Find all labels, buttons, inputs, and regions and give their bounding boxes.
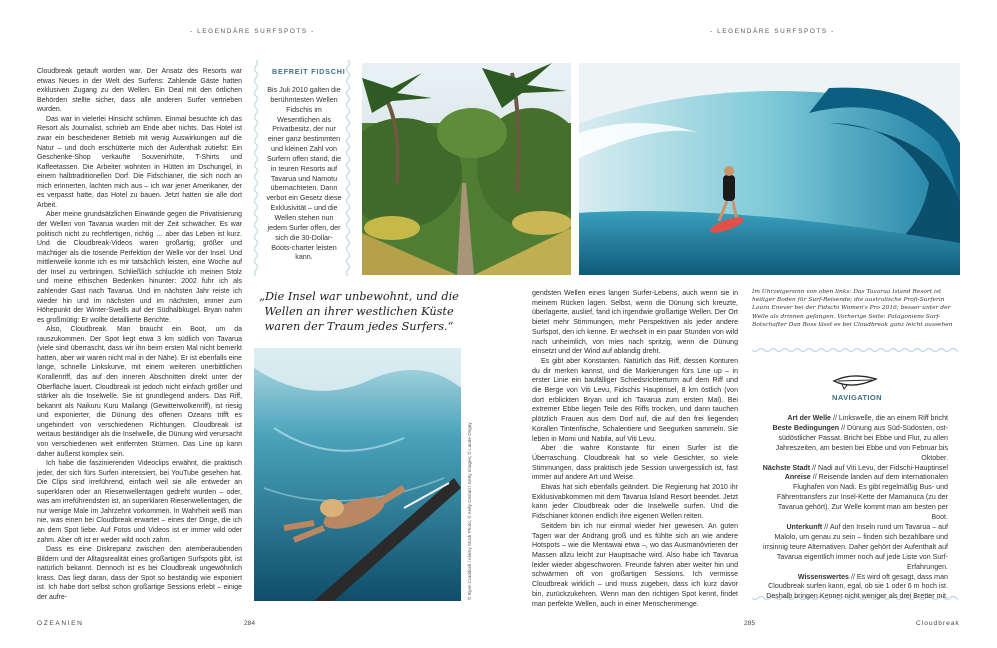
nav-text: Auf den Inseln rund um Tavarua – auf Malolo, um genau zu sein – finden sich bezahlbare und irrsinnig teure Alternativen. Daher gehört der Aufenthalt auf Tavarua eigentlich immer noch auf jede Liste von Surf-Erfahrungen. [763,522,948,571]
nav-text: Linkswelle, die an einem Riff bricht [838,414,948,422]
nav-text: Nadi auf Viti Levu, der Fidschi-Hauptinsel [818,463,948,472]
nav-item-unterkunft: Unterkunft // Auf den Inseln rund um Tavarua – auf Malolo, um genau zu sein – finden sich bezahlbare und irrsinnig teure Alternativen. Daher gehört der Aufenthalt auf Tavarua eigentlich immer noch auf jede Liste von Surf-Erfahrungen. [763,522,948,571]
nav-label: Unterkunft [786,522,823,531]
footer-spot-name: Cloudbreak [916,620,960,627]
nav-item-naechste-stadt: Nächste Stadt // Nadi auf Viti Levu, der Fidschi-Hauptinsel [762,463,948,472]
nav-item-wissenswertes: Wissenswertes // Es wird oft gesagt, dass man Cloudbreak surfen kann, egal, ob sie 1 oder 6 m hoch ist. Deshalb bringen Kenner nicht weniger als drei Bretter mit. [766,572,948,601]
navigation-title: NAVIGATION [832,393,882,402]
paragraph: Ich habe die faszinierenden Videoclips erwähnt, die praktisch jeder, der sich fürs Surfen interessiert, bei YouTube gesehen hat. Die Clips sind irreführend, einfach weil sie alle entweder an superklaren oder an Riesenwellentagen gedreht wurden – oder, was am irreführendsten ist, an superklaren Riesenwellentagen, die nur wenige Male im Jahrzehnt vorkommen. In Wahrheit weiß man nie, was einen bei Cloudbreak erwartet – eines der Dinge, die ich an dem Spot liebe. Auf Fotos und Videos ist er immer wild oder zahm. Aber oft ist er weder wild noch zahm. [37,460,242,544]
sidebar-title: BEFREIT FIDSCHI [272,67,346,76]
nav-text: Es wird oft gesagt, dass man Cloudbreak surfen kann, egal, ob sie 1 oder 6 m hoch ist. Deshalb bringen Kenner nicht weniger als drei Bretter mit. [766,572,948,601]
footer-section-name: OZEANIEN [37,620,84,627]
paragraph: Es gibt aber Konstanten. Natürlich das Riff, dessen Konturen du dir merken kannst, und die Markierungen fürs Line up – in erster Linie ein baufälliger Schiedsrichterturm auf dem Riff und die Berge von Viti Levu, Fidschis Hauptinsel, 8 km östlich (von dort erblickten Bryan und ich Tavarua zum ersten Mal). Bei extremer Ebbe liegen Teile des Riffs trocken, und dann tauchen plötzlich Frauen aus dem Dorf auf, die auf den frei liegenden Korallen Tintenfische, Schalentiere und Seegurken sammeln. Sie leben in Momi und Nabila, auf Viti Levu. [532,357,738,443]
page-number-right: 285 [744,620,756,627]
left-article-column [37,67,242,603]
photo-wave-surfer [579,63,960,275]
nav-label: Wissenswertes [797,572,850,581]
surfboard-icon [832,371,878,391]
right-article-column [532,289,738,609]
pull-quote: „Die Insel war unbewohnt, und die Wellen an ihrer westlichen Küste waren der Traum jedes Surfers.“ [259,290,459,333]
paragraph: gendsten Wellen eines langen Surfer-Lebens, auch wenn sie in meinem Rücken lagen. Selbst, wenn die Dünung sich kreuzte, überlagerte, auslief, fand ich irgendwie großartige Wellen. Der Ort bietet mehr Stimmungen, mehr Perspektiven als jeder andere Surfspot, den ich kenne. Er wechselt in ein paar Stunden von wild nach unheimlich, von mies nach spritzig, wenn die Dünung einsetzt und der Wind auf ablandig dreht. [532,290,738,356]
photo-underwater-surfer [254,348,461,601]
nav-item-beste-bedingungen: Beste Bedingungen // Dünung aus Süd-Südosten, ost-südöstlicher Passat. Bricht bei Ebbe und Flut, zu allen Jahreszeiten, am besten bei Ebbe und von Februar bis Oktober. [772,423,948,462]
navigation-box [762,414,948,602]
nav-item-anreise: Anreise // Reisende landen auf dem internationalen Flughafen von Nadi. Es gibt regelmäßig Bus- und Fährentransfers zur Insel-Kette der Mamanuca (zu der Tavarua gehört). Zur Welle kommt man am besten per Boot. [776,473,948,522]
page-number-left: 284 [244,620,256,627]
photo-credit: © Ryan Craddock / Alamy Stock Photo; © Kelly Cestari / Getty Images; © Laurie Ongay [467,422,472,600]
running-header-left: - LEGENDÄRE SURFSPOTS - [190,28,315,35]
nav-text: Dünung aus Süd-Südosten, ost-südöstlicher Passat. Bricht bei Ebbe und Flut, zu allen Jahreszeiten, am besten bei Ebbe und von Februar bis Oktober. [775,423,948,462]
paragraph: Dass es eine Diskrepanz zwischen den atemberaubenden Bildern und der Alltagsrealität eines großartigen Surfspots gibt, ist natürlich bekannt. Dennoch ist es bei Cloudbreak ungewöhnlich krass. Das liegt daran, dass der Spot so beständig wie exponiert ist. Ich habe dort selbst schon großartige Sessions erlebt – einige der aufre- [37,546,242,601]
paragraph: Aber die wahre Konstante für einen Surfer ist die Überraschung. Cloudbreak hat so viele Gesichter, so viele Stimmungen, dass praktisch jede Session unvergesslich ist, fast immer auf andere Art und Weise. [532,445,738,482]
paragraph: Seitdem bin ich nur einmal wieder hier gewesen. An guten Tagen war der Andrang groß und es fühlte sich an wie andere Hotspots – wie die Mentawai etwa –, wo das Ausmanövrieren der Massen allzu leicht zur Hauptsache wird. Also habe ich Tavarua leider wieder abgeschworen. Freunde fahren aber weiter hin und schwärmen oft von großartigen Sessions. Ich vermisse Cloudbreak wirklich – und muss zugeben, dass ich kurz davor bin, zurückzukehren. Wenn man den richtigen Spot kennt, findet man perfekte Wellen, auch in einer Menschenmenge. [532,522,738,608]
paragraph: Also, Cloudbreak. Man braucht ein Boot, um da rauszukommen. Der Spot liegt etwa 3 km südlich von Tavarua (viele sind überrascht, dass wir ihn beim ersten Mal nicht bemerkt hatten, aber wir waren nicht mal in der Nähe). Er ist ebenfalls eine lange, schnelle Linkskurve, mit einem weiteren unerbittlichen Korallenriff, das auf den inneren Abschnitten direkt unter der Oberfläche lauert. Cloudbreak ist jedoch nicht einfach größer und stärker als die Inselwelle. Sie ist grundlegend anders. Das Riff, bekannt als Naikuru Kuru Mailangi (Gewitterwolkenriff), ist riesig und exponierter, die Dünung des offenen Ozeans trifft es ungehindert von verschiedenen Richtungen. Cloudbreak ist weitaus beständiger als die Inselwelle, die Dünung wird verursacht von verschiedenen weit entfernten Stürmen. Das Line up kann daher äußerst komplex sein. [37,326,242,458]
nav-item-art-der-welle: Art der Welle // Linkswelle, die an einem Riff bricht [787,414,948,422]
sidebar-box [252,60,352,276]
sidebar-text: Bis Juli 2010 galten die berühmtesten Wellen Fidschis im Wesentlichen als Privatbesitz, der nur einer ganz bestimmten und kleinen Zahl von Surfern offen stand, die in teuren Resorts auf Tavarua und Namotu übernachteten. Dann verbot ein Gesetz diese Exklusivität – und die Wellen stehen nun jedem Surfer offen, der sich die 30-Dollar-Boots-charter leisten kann. [266,86,342,262]
nav-label: Nächste Stadt [762,463,811,472]
paragraph: Etwas hat sich ebenfalls geändert. Die Regierung hat 2010 ihr Exklusivabkommen mit dem Tavarua Island Resort beendet. Jetzt kann jeder Cloudbreak oder die Inselwelle surfen. Und die Fidschianer können endlich ihre eigenen Wellen reiten. [532,484,738,521]
nav-label: Art der Welle [787,414,832,422]
wavy-divider-icon [752,344,958,356]
running-header-right: - LEGENDÄRE SURFSPOTS - [710,28,835,35]
paragraph: Das war in vielerlei Hinsicht schlimm. Einmal besuchte ich das Resort als Journalist, schrieb am Ende aber nichts. Das Hotel ist zwar ein bescheidener Betrieb mit wenig Auswirkungen auf die Natur – und doch erschütterte mich der Aufenthalt zutiefst: Ein Geschenke-Shop verkaufte Souvenirhüte, T-Shirts und Kaffeetassen. Die Arbeiter wohnten in Hütten im Dschungel, in einem halbtraditionellen Dorf. Die Fidschianer, die sich noch an mich erinnerten, lachten mich aus – ich war jener Amerikaner, der es verpasst hatte, das Hotel zu bauen. Jetzt hatten sie alle dort Arbeit. [37,115,242,209]
nav-label: Beste Bedingungen [772,423,840,432]
paragraph: Aber meine grundsätzlichen Einwände gegen die Privatisierung der Wellen von Tavarua wurden mit der Zeit schwächer. Es war politisch nicht zu rechtfertigen, richtig … aber das Leben ist kurz. Und die Cloudbreak-Videos waren großartig; größer und mächtiger als die tosende Perfektion der Welle vor der Insel. Und mittlerweile konnte ich es mir tatsächlich leisten, eine Woche auf der Insel zu verbringen. Schließlich schluckte ich meinen Stolz und meine ethischen Bedenken hinunter: 2002 fuhr ich als zahlender Gast nach Tavarua. Und im nächsten Jahr reiste ich wieder hin und im nächsten und im nächsten, immer zum Höhepunkt der Winter-Swells auf der Südhalbkugel. Bryan nahm es großmütig: Er wollte detaillierte Berichte. [37,211,242,324]
paragraph: Cloudbreak getauft worden war. Der Ansatz des Resorts war etwas Neues in der Welt des Surfens: Zahlende Gäste hatten exklusiven Zugang zu den Wellen. Ein Deal mit den örtlichen Behörden stellte sicher, dass alle anderen Surfer vertrieben wurden. [37,68,242,114]
photo-caption: Im Uhrzeigersinn von oben links: Das Tavarua Island Resort ist heiliger Boden für Surf-Reisende; die australische Profi-Surferin Laura Enever bei der Fidschi Women's Pro 2016; besser unter der Welle als drinnen gefangen. Vorherige Seite: Patagoniens Surf-Botschafter Dan Ross lässt es bei Cloudbreak ganz leicht aussehen [752,289,953,328]
photo-resort-path [362,63,571,275]
nav-text: Reisende landen auf dem internationalen Flughafen von Nadi. Es gibt regelmäßig Bus- und Fährentransfers zur Insel-Kette der Mamanuca (zu der Tavarua gehört). Zur Welle kommt man am besten per Boot. [776,473,948,522]
nav-label: Anreise [784,473,811,482]
